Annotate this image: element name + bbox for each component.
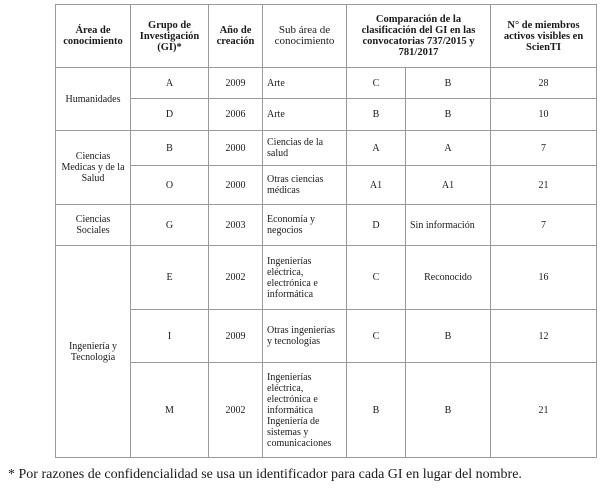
area-cell: Humanidades (56, 68, 131, 131)
miembros-cell: 7 (491, 131, 597, 166)
grupo-cell: E (131, 246, 209, 310)
table-row (56, 246, 597, 310)
anio-cell: 2002 (209, 246, 263, 310)
clasificacion-2015-cell: D (347, 205, 406, 246)
clasificacion-2017-cell: Sin información (406, 205, 491, 246)
clasificacion-2017-cell: B (406, 363, 491, 458)
header-miembros: N° de miembros activos visibles en ScienTI (491, 5, 597, 68)
miembros-cell: 21 (491, 363, 597, 458)
header-grupo: Grupo de Investigación (GI)* (131, 5, 209, 68)
area-cell: Ciencias Sociales (56, 205, 131, 246)
clasificacion-2017-cell: B (406, 310, 491, 363)
clasificacion-2017-cell: A1 (406, 166, 491, 205)
anio-cell: 2000 (209, 166, 263, 205)
header-row (56, 5, 597, 68)
subarea-cell: Economía y negocios (263, 205, 347, 246)
miembros-cell: 12 (491, 310, 597, 363)
subarea-cell: Ingenierías eléctrica, electrónica e informática (263, 246, 347, 310)
table-row (56, 99, 597, 131)
research-groups-table (55, 4, 597, 458)
area-cell: Ingeniería y Tecnología (56, 246, 131, 458)
clasificacion-2015-cell: B (347, 363, 406, 458)
table-row (56, 363, 597, 458)
anio-cell: 2003 (209, 205, 263, 246)
subarea-cell: Otras ingenierías y tecnologías (263, 310, 347, 363)
clasificacion-2015-cell: C (347, 310, 406, 363)
subarea-cell: Ingenierías eléctrica, electrónica e informática Ingeniería de sistemas y comunicaciones (263, 363, 347, 458)
grupo-cell: D (131, 99, 209, 131)
footnote: * Por razones de confidencialidad se usa un identificador para cada GI en lugar del nombre. (8, 467, 522, 482)
clasificacion-2015-cell: B (347, 99, 406, 131)
miembros-cell: 16 (491, 246, 597, 310)
clasificacion-2017-cell: B (406, 99, 491, 131)
anio-cell: 2006 (209, 99, 263, 131)
header-subarea: Sub área de conocimiento (263, 5, 347, 68)
subarea-cell: Ciencias de la salud (263, 131, 347, 166)
table-row (56, 68, 597, 99)
subarea-cell: Otras ciencias médicas (263, 166, 347, 205)
miembros-cell: 28 (491, 68, 597, 99)
grupo-cell: A (131, 68, 209, 99)
clasificacion-2017-cell: A (406, 131, 491, 166)
clasificacion-2015-cell: C (347, 68, 406, 99)
grupo-cell: I (131, 310, 209, 363)
miembros-cell: 21 (491, 166, 597, 205)
header-area: Área de conocimiento (56, 5, 131, 68)
anio-cell: 2009 (209, 68, 263, 99)
table-row (56, 205, 597, 246)
header-anio: Año de creación (209, 5, 263, 68)
grupo-cell: B (131, 131, 209, 166)
miembros-cell: 10 (491, 99, 597, 131)
anio-cell: 2009 (209, 310, 263, 363)
subarea-cell: Arte (263, 99, 347, 131)
table-row (56, 131, 597, 166)
clasificacion-2017-cell: Reconocido (406, 246, 491, 310)
miembros-cell: 7 (491, 205, 597, 246)
area-cell: Ciencias Medicas y de la Salud (56, 131, 131, 205)
anio-cell: 2000 (209, 131, 263, 166)
subarea-cell: Arte (263, 68, 347, 99)
clasificacion-2015-cell: A1 (347, 166, 406, 205)
grupo-cell: G (131, 205, 209, 246)
clasificacion-2015-cell: C (347, 246, 406, 310)
clasificacion-2017-cell: B (406, 68, 491, 99)
clasificacion-2015-cell: A (347, 131, 406, 166)
table-row (56, 166, 597, 205)
table-row (56, 310, 597, 363)
header-comparacion: Comparación de la clasificación del GI en las convocatorias 737/2015 y 781/2017 (347, 5, 491, 68)
grupo-cell: O (131, 166, 209, 205)
anio-cell: 2002 (209, 363, 263, 458)
grupo-cell: M (131, 363, 209, 458)
